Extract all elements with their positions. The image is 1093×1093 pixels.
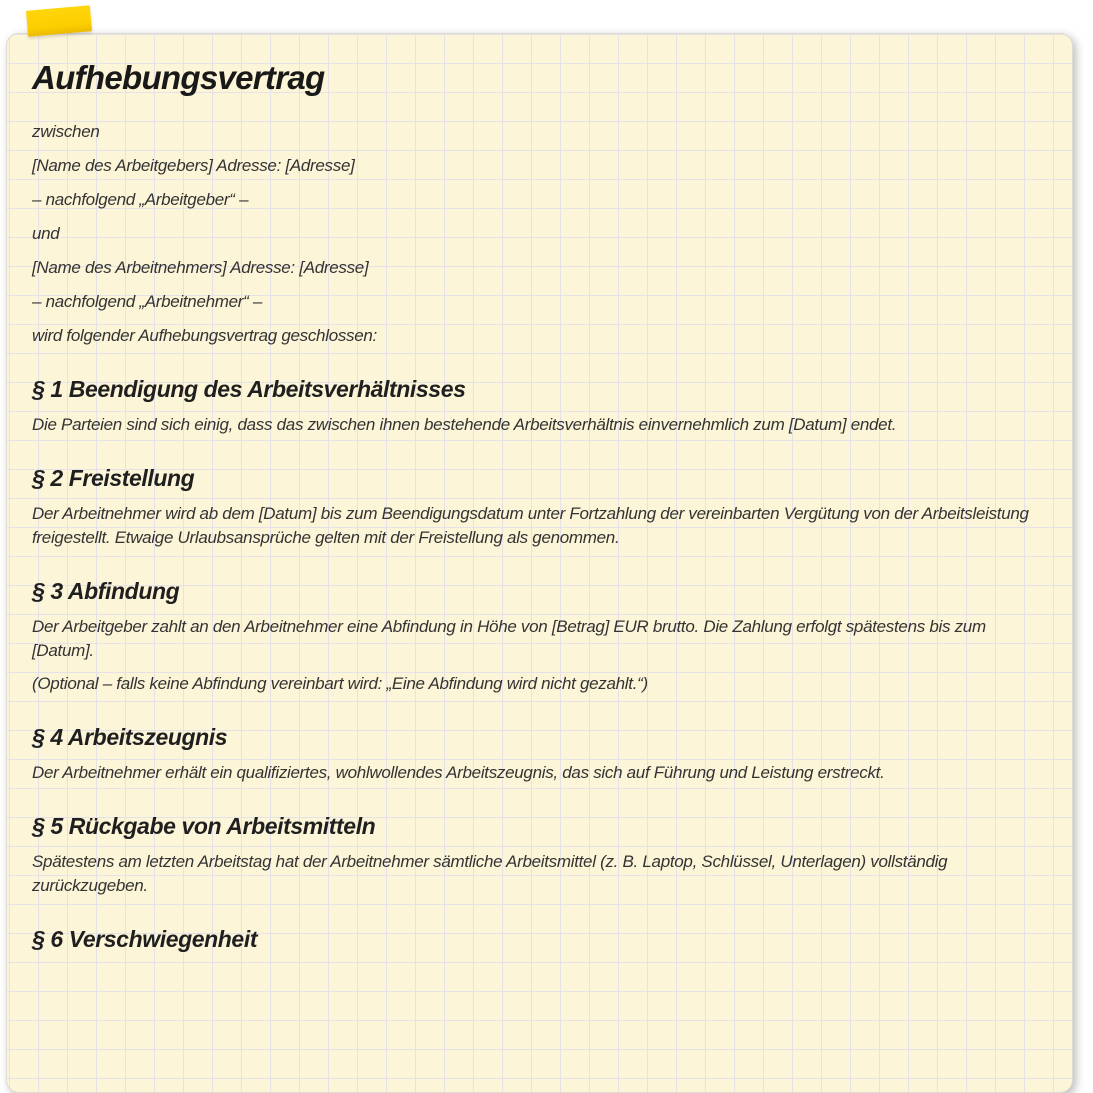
section-3 [32,576,1042,696]
section-1 [32,374,1042,437]
section-paragraph: Spätestens am letzten Arbeitstag hat der Arbeitnehmer sämtliche Arbeitsmittel (z. B. Laptop, Schlüssel, Unterlagen) vollständig zurückzugeben. [32,852,948,895]
preamble-line: – nachfolgend „Arbeitnehmer“ – [32,292,263,311]
section-paragraph: Die Parteien sind sich einig, dass das zwischen ihnen bestehende Arbeitsverhältnis einvernehmlich zum [Datum] endet. [32,415,897,434]
section-paragraph: Der Arbeitnehmer erhält ein qualifiziertes, wohlwollendes Arbeitszeugnis, das sich auf Führung und Leistung erstreckt. [32,763,885,782]
preamble-line: [Name des Arbeitgebers] Adresse: [Adresse] [32,156,355,175]
page-title: Aufhebungsvertrag [32,59,325,96]
preamble-line: – nachfolgend „Arbeitgeber“ – [32,190,249,209]
notepad-page [6,33,1073,1093]
contract-document [7,34,1072,1003]
section-heading: § 4 Arbeitszeugnis [32,724,228,750]
section-heading: § 3 Abfindung [32,578,180,604]
preamble-line: zwischen [32,122,100,141]
section-6 [32,924,1042,954]
section-4 [32,722,1042,785]
preamble-line: [Name des Arbeitnehmers] Adresse: [Adresse] [32,258,369,277]
section-paragraph: Der Arbeitnehmer wird ab dem [Datum] bis zum Beendigungsdatum unter Fortzahlung der vereinbarten Vergütung von der Arbeitsleistung freigestellt. Etwaige Urlaubsansprüche gelten mit der Freistellung als genommen. [32,504,1029,547]
section-5 [32,811,1042,898]
tape-decoration [26,5,92,36]
section-heading: § 1 Beendigung des Arbeitsverhältnisses [32,376,466,402]
preamble-line: wird folgender Aufhebungsvertrag geschlossen: [32,326,377,345]
contract-preamble [32,120,1042,348]
preamble-line: und [32,224,60,243]
section-heading: § 6 Verschwiegenheit [32,926,258,952]
section-paragraph: Der Arbeitgeber zahlt an den Arbeitnehmer eine Abfindung in Höhe von [Betrag] EUR brutto. Die Zahlung erfolgt spätestens bis zum [Datum]. [32,617,986,660]
section-2 [32,463,1042,550]
section-heading: § 5 Rückgabe von Arbeitsmitteln [32,813,376,839]
section-paragraph: (Optional – falls keine Abfindung vereinbart wird: „Eine Abfindung wird nicht gezahlt.“) [32,674,648,693]
section-heading: § 2 Freistellung [32,465,195,491]
